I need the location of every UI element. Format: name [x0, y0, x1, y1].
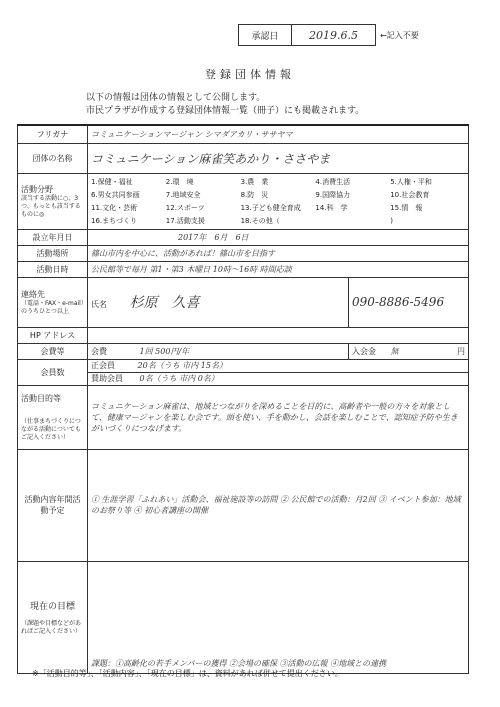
field-option[interactable]: 12.スポーツ — [165, 203, 205, 212]
established-label: 設立年月日 — [18, 229, 88, 245]
hp-label: HP アドレス — [18, 327, 88, 343]
purpose-field[interactable]: コミュニケーション麻雀は、地域とつながりを深めることを目的に、高齢者や一般の方々を対象として、健康マージャンを楽しむ会です。頭を使い、手を動かし、会話を楽しむことで、認知症予防や生きがいづくりにつなげます。 — [88, 385, 469, 449]
name-field[interactable]: コミュニケーション麻雀笑あかり・ささやま — [88, 143, 469, 173]
support-member-label: 賛助会員 — [91, 374, 123, 383]
support-member-field[interactable]: 0名（うち 市内 0名） — [139, 374, 219, 383]
name-label: 団体の名称 — [18, 143, 88, 173]
place-label: 活動場所 — [18, 245, 88, 261]
furigana-field[interactable]: コミュニケーションマージャン シマダアカリ・ササヤマ — [88, 125, 469, 143]
person-field[interactable]: 杉原 久喜 — [129, 295, 200, 311]
field-option[interactable]: 18.その他（ — [240, 216, 280, 225]
fee-label: 会費等 — [18, 343, 88, 359]
goal-field[interactable]: 課題：①高齢化の若手メンバーの獲得 ②会場の確保 ③活動の広報 ④地域との連携 — [88, 561, 469, 673]
field-option[interactable]: 7.地域安全 — [165, 190, 201, 199]
fee-sub-label: 会費 — [91, 346, 107, 356]
field-option[interactable]: 5.人権・平和 — [390, 177, 432, 186]
field-option[interactable]: 1.保健・福祉 — [91, 177, 133, 186]
no-entry-note: ←記入不要 — [380, 31, 419, 40]
approval-date-label: 承認日 — [239, 25, 292, 45]
date-field[interactable]: 公民館等で毎月 第1・第3 木曜日 10時〜16時 時間応談 — [88, 261, 469, 277]
place-field[interactable]: 篠山市内を中心に、活動があれば！篠山市を目指す — [88, 245, 469, 261]
content-field[interactable]: ① 生涯学習「ふれあい」活動会、福祉施設等の訪問 ② 公民館での活動：月2回 ③ イベント参加：地域のお祭り等 ④ 初心者講座の開催 — [88, 449, 469, 561]
field-option[interactable]: ) — [390, 216, 393, 225]
approval-date-value: 2019.6.5 — [309, 28, 358, 42]
footer-note: ※「活動目的等」、「活動内容」、「現在の目標」は、資料があれば併せて提出ください。 — [32, 669, 343, 678]
field-option[interactable]: 3.農 業 — [240, 177, 269, 186]
purpose-note: （仕事まちづくりにつながる活動についてもご記入ください） — [21, 417, 81, 441]
field-option[interactable]: 8.防 災 — [240, 190, 269, 199]
field-option[interactable]: 14.科 学 — [315, 203, 348, 212]
entry-field[interactable]: 無 — [390, 346, 399, 356]
furigana-label: フリガナ — [18, 125, 88, 143]
field-option[interactable]: 17.活動支援 — [165, 216, 205, 225]
registration-form — [17, 124, 469, 674]
content-label: 活動内容年間活動予定 — [18, 449, 88, 561]
regular-member-field[interactable]: 20名（うち 市内 15名） — [137, 361, 227, 370]
field-option[interactable]: 11.文化・芸術 — [91, 203, 138, 212]
field-options — [88, 173, 469, 229]
field-option[interactable]: 6.男女共同参画 — [91, 190, 140, 199]
contact-note: （電話・FAX・e-mail）のうちひとつ以上 — [21, 299, 84, 315]
tel-field[interactable]: 090-8886-5496 — [348, 277, 468, 327]
field-option[interactable]: 16.まちづくり — [91, 216, 138, 225]
field-option[interactable]: 13.子ども健全育成 — [240, 203, 301, 212]
purpose-label: 活動目的等 — [21, 393, 61, 403]
intro-line-2: 市民プラザが作成する登録団体情報一覧（冊子）にも掲載されます。 — [86, 106, 365, 116]
established-field[interactable]: 2017年 6月 6日 — [88, 229, 469, 245]
field-note: 該当する活動に○、3つ、もっとも該当するものに◎ — [21, 194, 81, 218]
date-label: 活動日時 — [18, 261, 88, 277]
fee-field[interactable]: 1回 500円/年 — [139, 346, 190, 356]
approval-box — [238, 24, 376, 46]
goal-label: 現在の目標 — [29, 601, 75, 612]
field-option[interactable]: 15.情 報 — [390, 203, 423, 212]
person-label: 氏名 — [91, 300, 107, 309]
page-title: 登録団体情報 — [205, 68, 295, 81]
members-label: 会員数 — [18, 359, 88, 385]
yen-label: 円 — [457, 346, 465, 356]
goal-note: （課題や目標などがあればご記入ください） — [21, 619, 82, 635]
regular-member-label: 正会員 — [91, 361, 115, 370]
field-option[interactable]: 10.社会教育 — [390, 190, 430, 199]
field-option[interactable]: 4.消費生活 — [315, 177, 351, 186]
field-option[interactable]: 2.環 境 — [165, 177, 194, 186]
hp-field[interactable] — [88, 327, 469, 343]
entry-label: 入会金 — [351, 346, 376, 356]
field-option[interactable]: 9.国際協力 — [315, 190, 351, 199]
intro-line-1: 以下の情報は団体の情報として公開します。 — [86, 93, 266, 103]
field-label: 活動分野 — [21, 184, 53, 194]
contact-label: 連絡先 — [21, 289, 45, 299]
